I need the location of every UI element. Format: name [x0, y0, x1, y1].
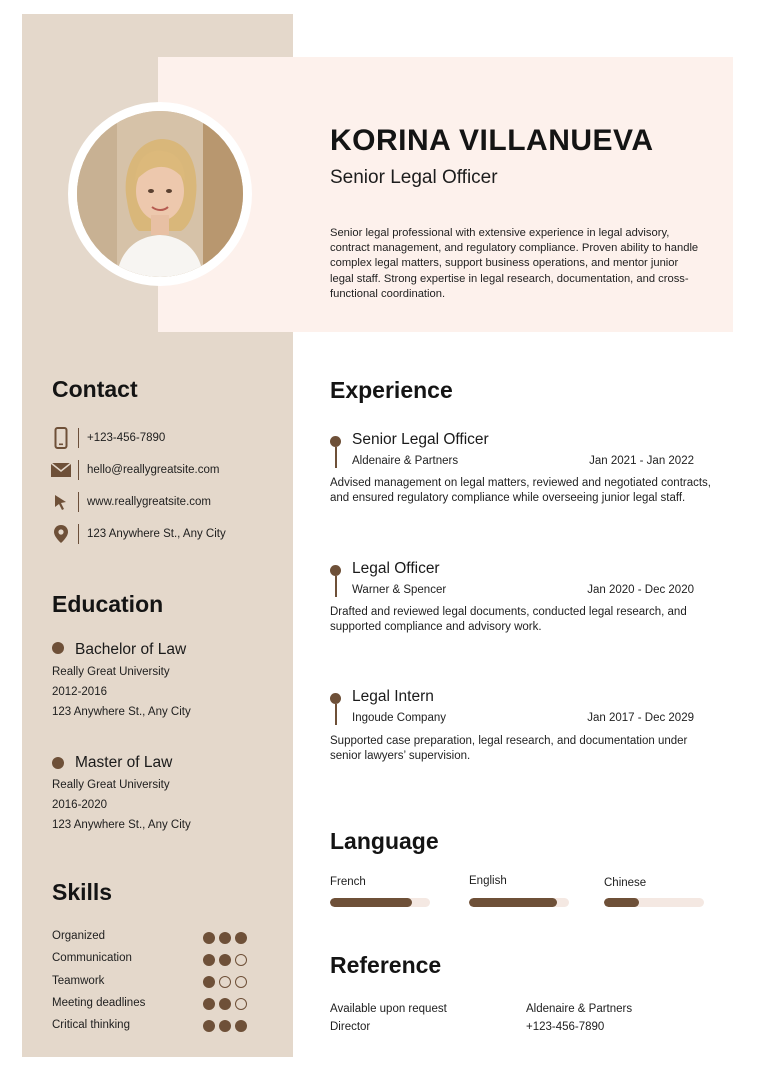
contact-divider	[78, 460, 79, 480]
contact-divider	[78, 428, 79, 448]
skill-dot-filled	[203, 932, 215, 944]
skill-name: Critical thinking	[52, 1019, 130, 1031]
language-heading: Language	[330, 828, 439, 854]
job-description: Supported case preparation, legal research, and documentation under senior lawyers’ supervision.	[330, 735, 688, 762]
reference-position: Director	[330, 1021, 371, 1033]
education-school: Really Great University	[52, 666, 170, 678]
cursor-icon	[50, 491, 72, 513]
language-bar	[604, 898, 704, 907]
phone-icon	[50, 427, 72, 449]
education-school: Really Great University	[52, 779, 170, 791]
experience-heading: Experience	[330, 377, 453, 403]
skill-rating	[203, 1020, 247, 1032]
timeline-marker	[330, 436, 342, 468]
language-bar-fill	[604, 898, 639, 907]
skill-dot-filled	[219, 1020, 231, 1032]
skill-dot-filled	[219, 998, 231, 1010]
skill-dot-empty	[235, 976, 247, 988]
job-dates: Jan 2020 - Dec 2020	[587, 584, 694, 596]
skill-rating	[203, 976, 247, 988]
skill-dot-empty	[219, 976, 231, 988]
job-title: Legal Intern	[352, 688, 434, 705]
education-years: 2016-2020	[52, 799, 107, 811]
skill-name: Teamwork	[52, 975, 105, 987]
job-description: Drafted and reviewed legal documents, conducted legal research, and supported compliance and advisory work.	[330, 606, 687, 633]
candidate-role: Senior Legal Officer	[330, 167, 498, 188]
job-company: Ingoude Company	[352, 712, 446, 724]
candidate-name: KORINA VILLANUEVA	[330, 124, 654, 157]
contact-phone	[50, 427, 165, 449]
contact-address-text: 123 Anywhere St., Any City	[87, 528, 226, 540]
skill-rating	[203, 998, 247, 1010]
skill-dot-filled	[203, 954, 215, 966]
language-bar-fill	[469, 898, 557, 907]
skill-dot-filled	[219, 954, 231, 966]
profile-summary: Senior legal professional with extensive experience in legal advisory, contract management, and regulatory compliance. Proven ability to handle complex legal matters, support business operations, and mentor junior legal staff. Strong expertise in legal research, documentation, and cross-functional coordination.	[330, 227, 699, 300]
job-company: Warner & Spencer	[352, 584, 447, 596]
profile-photo	[77, 111, 243, 277]
education-bullet	[52, 642, 64, 654]
language-name: French	[330, 876, 366, 888]
contact-website	[50, 491, 211, 513]
language-name: English	[469, 875, 507, 887]
education-address: 123 Anywhere St., Any City	[52, 819, 191, 831]
language-bar	[469, 898, 569, 907]
contact-address	[50, 523, 226, 545]
education-bullet	[52, 757, 64, 769]
location-pin-icon	[50, 523, 72, 545]
job-dates: Jan 2017 - Dec 2029	[587, 712, 694, 724]
timeline-marker	[330, 565, 342, 597]
skill-name: Meeting deadlines	[52, 997, 146, 1009]
profile-photo-frame	[68, 102, 252, 286]
job-description: Advised management on legal matters, reviewed and negotiated contracts, and ensured regulatory compliance while overseeing junior legal staff.	[330, 477, 711, 504]
reference-availability: Available upon request	[330, 1003, 447, 1015]
contact-divider	[78, 524, 79, 544]
education-degree: Bachelor of Law	[75, 641, 187, 658]
skills-heading: Skills	[52, 879, 113, 905]
skill-rating	[203, 932, 247, 944]
skill-dot-filled	[203, 976, 215, 988]
portrait-illustration	[77, 111, 243, 277]
skill-dot-filled	[219, 932, 231, 944]
contact-website-text[interactable]: www.reallygreatsite.com	[87, 496, 211, 508]
timeline-marker	[330, 693, 342, 725]
job-title: Senior Legal Officer	[352, 431, 489, 448]
skill-name: Communication	[52, 952, 132, 964]
skill-dot-filled	[235, 932, 247, 944]
skill-dot-empty	[235, 954, 247, 966]
contact-email	[50, 459, 219, 481]
skill-dot-filled	[235, 1020, 247, 1032]
education-degree: Master of Law	[75, 754, 173, 771]
contact-divider	[78, 492, 79, 512]
reference-heading: Reference	[330, 952, 442, 978]
skill-rating	[203, 954, 247, 966]
email-icon	[50, 459, 72, 481]
education-address: 123 Anywhere St., Any City	[52, 706, 191, 718]
reference-company: Aldenaire & Partners	[526, 1003, 633, 1015]
skill-name: Organized	[52, 930, 106, 942]
education-heading: Education	[52, 591, 164, 617]
language-bar	[330, 898, 430, 907]
skill-dot-empty	[235, 998, 247, 1010]
reference-phone: +123-456-7890	[526, 1021, 605, 1033]
skill-dot-filled	[203, 998, 215, 1010]
job-company: Aldenaire & Partners	[352, 455, 459, 467]
education-years: 2012-2016	[52, 686, 107, 698]
contact-email-text[interactable]: hello@reallygreatsite.com	[87, 464, 220, 476]
skill-dot-filled	[203, 1020, 215, 1032]
contact-phone-text: +123-456-7890	[87, 432, 166, 444]
language-name: Chinese	[604, 877, 647, 889]
language-bar-fill	[330, 898, 412, 907]
job-dates: Jan 2021 - Jan 2022	[589, 455, 694, 467]
job-title: Legal Officer	[352, 560, 440, 577]
contact-heading: Contact	[52, 376, 138, 402]
